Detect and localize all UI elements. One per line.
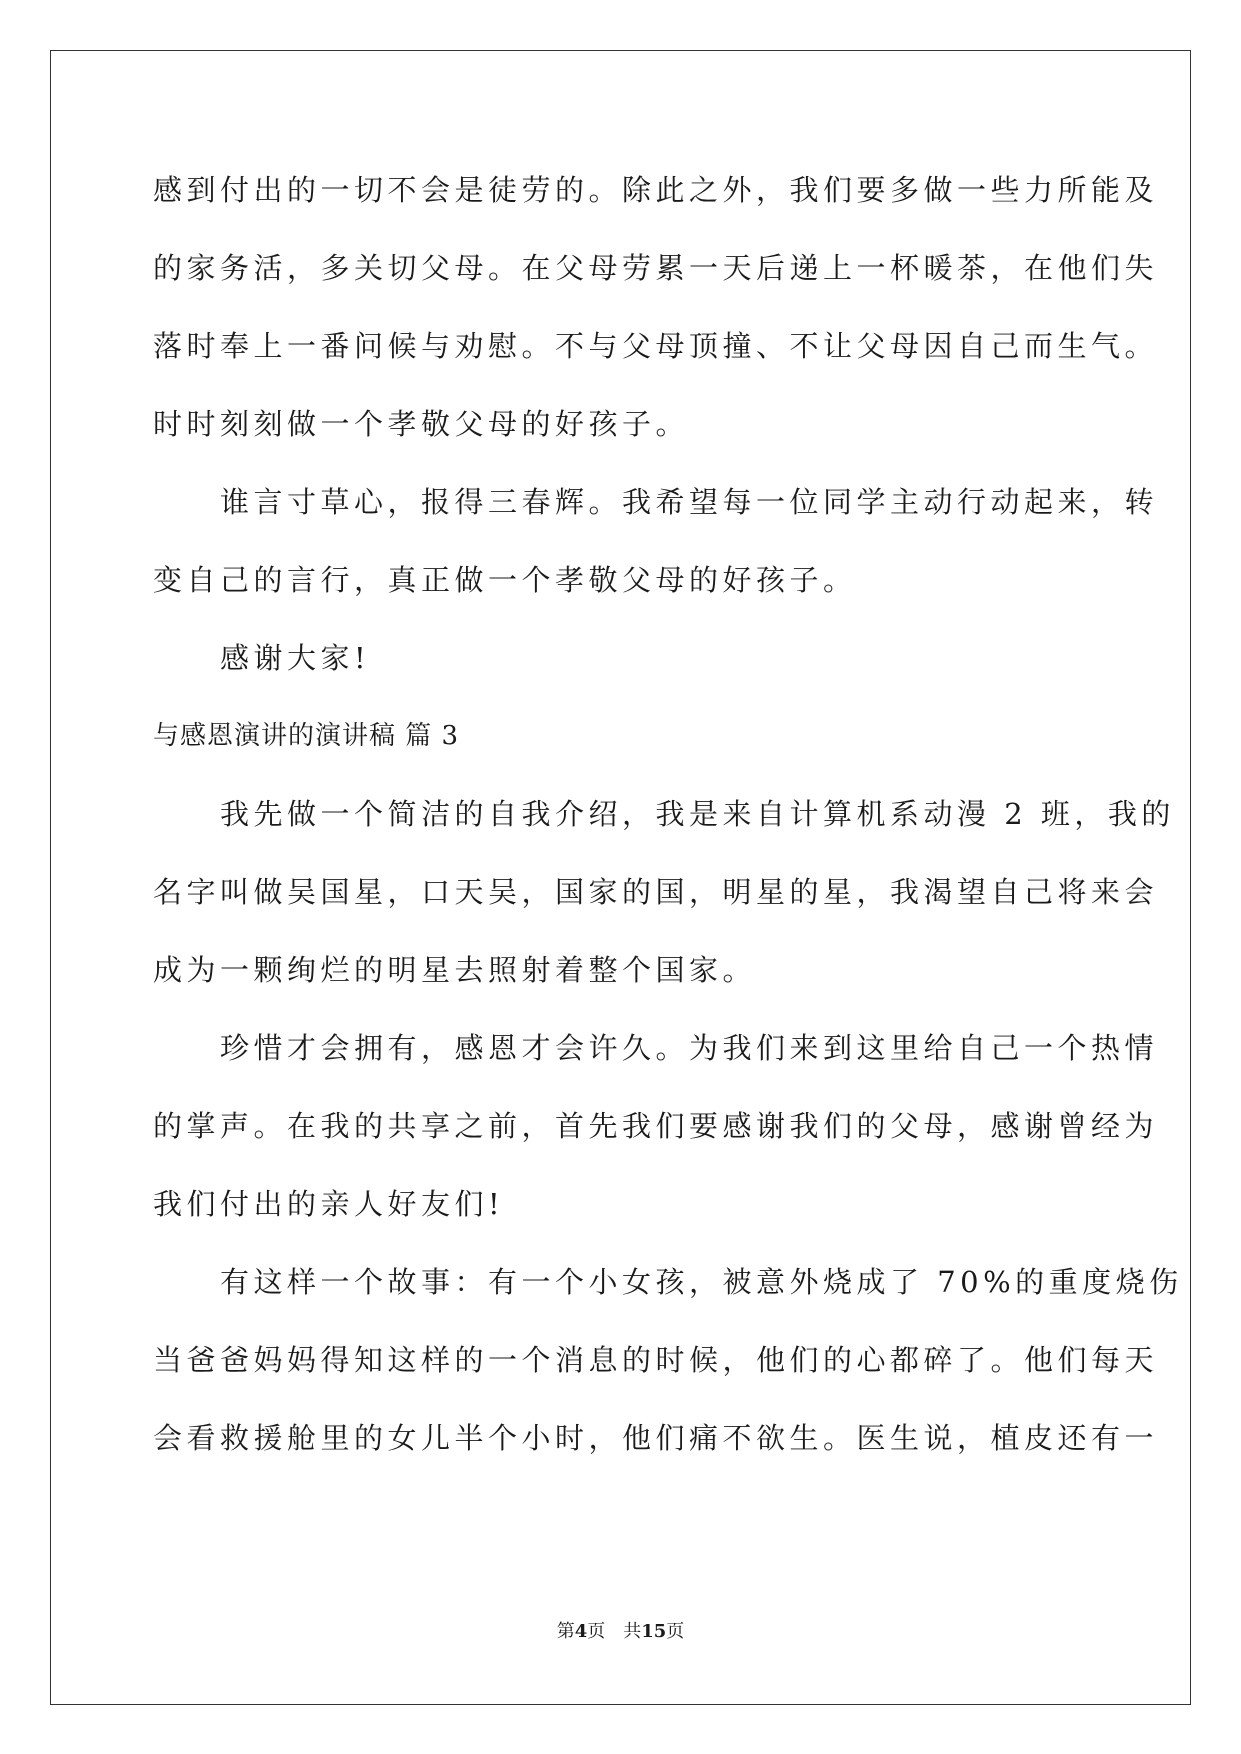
page-prefix: 第: [556, 1621, 575, 1642]
text-line: 的家务活，多关切父母。在父母劳累一天后递上一杯暖茶，在他们失: [153, 251, 1159, 285]
text-line: 谁言寸草心，报得三春辉。我希望每一位同学主动行动起来，转: [153, 485, 1159, 519]
page-total: 15: [641, 1621, 667, 1642]
text-line: 有这样一个故事：有一个小女孩，被意外烧成了 70%的重度烧伤: [153, 1265, 1183, 1299]
text-line: 的掌声。在我的共享之前，首先我们要感谢我们的父母，感谢曾经为: [153, 1109, 1159, 1143]
page-suffix: 页 共: [587, 1621, 642, 1642]
text-line: 我们付出的亲人好友们!: [153, 1187, 505, 1221]
section-heading: 与感恩演讲的演讲稿 篇 3: [153, 721, 460, 751]
text-line: 落时奉上一番问候与劝慰。不与父母顶撞、不让父母因自己而生气。: [153, 329, 1159, 363]
document-body: [153, 160, 1183, 1486]
page-current: 4: [574, 1621, 588, 1642]
text-line: 当爸爸妈妈得知这样的一个消息的时候，他们的心都碎了。他们每天: [153, 1343, 1159, 1377]
text-line: 会看救援舱里的女儿半个小时，他们痛不欲生。医生说，植皮还有一: [153, 1421, 1159, 1455]
text-line: 成为一颗绚烂的明星去照射着整个国家。: [153, 953, 757, 987]
text-line: 珍惜才会拥有，感恩才会许久。为我们来到这里给自己一个热情: [153, 1031, 1159, 1065]
text-line: 我先做一个简洁的自我介绍，我是来自计算机系动漫 2 班，我的: [153, 797, 1175, 831]
text-line: 感到付出的一切不会是徒劳的。除此之外，我们要多做一些力所能及: [153, 173, 1159, 207]
text-line: 变自己的言行，真正做一个孝敬父母的好孩子。: [153, 563, 857, 597]
text-line: 名字叫做吴国星，口天吴，国家的国，明星的星，我渴望自己将来会: [153, 875, 1159, 909]
total-suffix: 页: [666, 1621, 685, 1642]
page-footer: [0, 1620, 1241, 1644]
text-line: 时时刻刻做一个孝敬父母的好孩子。: [153, 407, 690, 441]
text-line: 感谢大家!: [153, 641, 371, 675]
